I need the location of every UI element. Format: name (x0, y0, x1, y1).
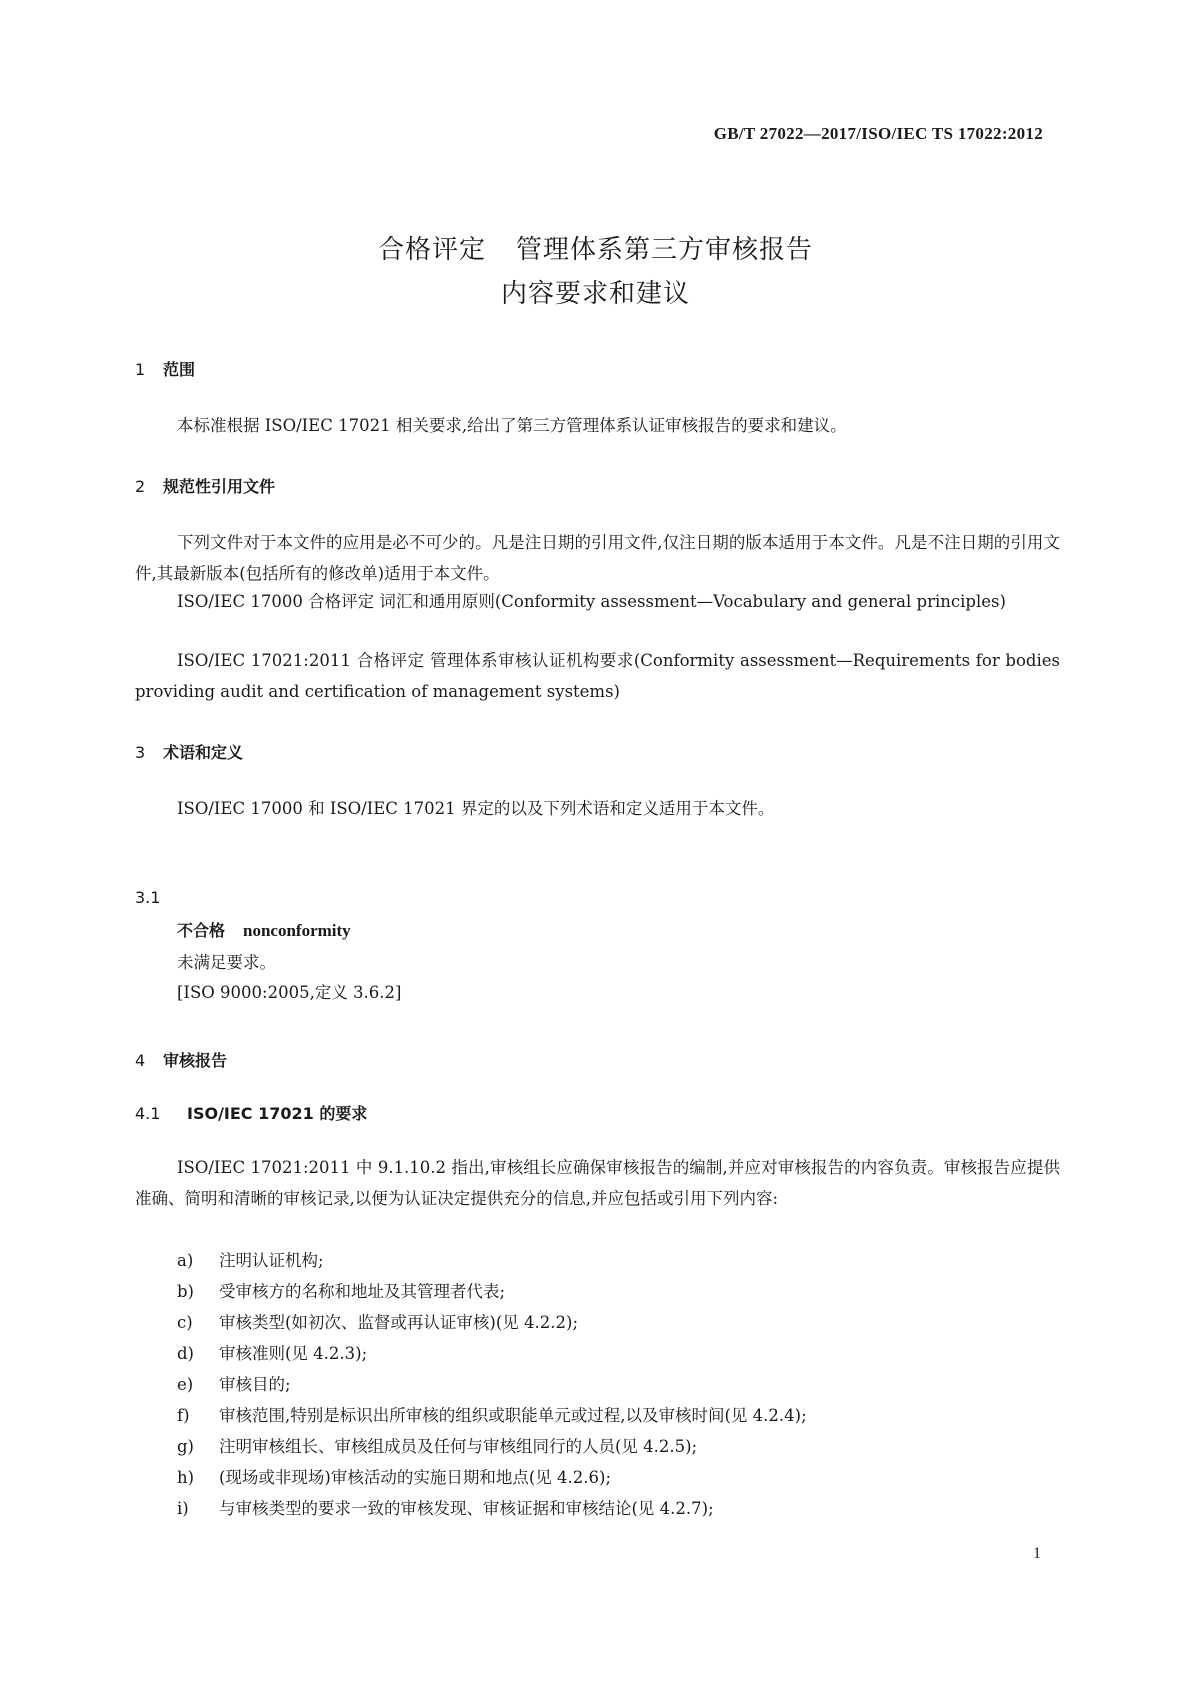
page-number: 1 (1033, 1545, 1041, 1562)
term-number: 3.1 (135, 888, 161, 907)
list-item: b) 受审核方的名称和地址及其管理者代表; (177, 1282, 506, 1301)
list-item: g) 注明审核组长、审核组成员及任何与审核组同行的人员(见 4.2.5); (177, 1437, 698, 1456)
list-item: e) 审核目的; (177, 1375, 291, 1394)
section-number: 4 (135, 1051, 146, 1070)
section-title: 规范性引用文件 (163, 477, 276, 496)
term-entry (177, 918, 351, 941)
term-english: nonconformity (243, 921, 351, 940)
section-title: 范围 (163, 360, 196, 379)
title-line-2: 内容要求和建议 (500, 279, 690, 309)
term-definition: 未满足要求。 (177, 953, 276, 972)
title-part-b: 管理体系第三方审核报告 (516, 235, 814, 265)
list-item: c) 审核类型(如初次、监督或再认证审核)(见 4.2.2); (177, 1313, 579, 1332)
document-title (0, 228, 1191, 316)
section-number: 4.1 (135, 1104, 161, 1123)
title-line-1 (0, 228, 1191, 272)
normative-reference-2: ISO/IEC 17021:2011 合格评定 管理体系审核认证机构要求(Conformity assessment—Requirements for bodies providing audit and certification of management systems) (135, 651, 1060, 701)
section-number: 2 (135, 477, 146, 496)
list-item: f) 审核范围,特别是标识出所审核的组织或职能单元或过程,以及审核时间(见 4.2.4); (177, 1406, 807, 1425)
list-item: d) 审核准则(见 4.2.3); (177, 1344, 368, 1363)
section-title: 术语和定义 (163, 743, 244, 762)
term-chinese: 不合格 (177, 921, 226, 940)
section-3-body: ISO/IEC 17000 和 ISO/IEC 17021 界定的以及下列术语和定义适用于本文件。 (177, 799, 775, 818)
section-1-body: 本标准根据 ISO/IEC 17021 相关要求,给出了第三方管理体系认证审核报告的要求和建议。 (177, 416, 847, 435)
term-source: [ISO 9000:2005,定义 3.6.2] (177, 983, 402, 1002)
section-1-heading (135, 357, 195, 380)
section-2-heading (135, 474, 275, 497)
section-title: 审核报告 (163, 1051, 228, 1070)
section-3-heading (135, 740, 243, 763)
section-4-1-heading (135, 1101, 367, 1124)
list-item: h) (现场或非现场)审核活动的实施日期和地点(见 4.2.6); (177, 1468, 612, 1487)
normative-reference-1: ISO/IEC 17000 合格评定 词汇和通用原则(Conformity assessment—Vocabulary and general principles) (177, 592, 1006, 611)
list-item: i) 与审核类型的要求一致的审核发现、审核证据和审核结论(见 4.2.7); (177, 1499, 714, 1518)
section-2-body: 下列文件对于本文件的应用是必不可少的。凡是注日期的引用文件,仅注日期的版本适用于本文件。凡是不注日期的引用文件,其最新版本(包括所有的修改单)适用于本文件。 (135, 533, 1060, 583)
section-4-heading (135, 1048, 227, 1071)
title-part-a: 合格评定 (377, 235, 486, 265)
section-4-1-body: ISO/IEC 17021:2011 中 9.1.10.2 指出,审核组长应确保审核报告的编制,并应对审核报告的内容负责。审核报告应提供准确、简明和清晰的审核记录,以便为认证决定提供充分的信息,并应包括或引用下列内容: (135, 1158, 1060, 1208)
section-number: 3 (135, 743, 146, 762)
list-item: a) 注明认证机构; (177, 1251, 324, 1270)
standard-number: GB/T 27022—2017/ISO/IEC TS 17022:2012 (713, 124, 1043, 143)
section-number: 1 (135, 360, 146, 379)
section-title: ISO/IEC 17021 的要求 (187, 1104, 368, 1123)
